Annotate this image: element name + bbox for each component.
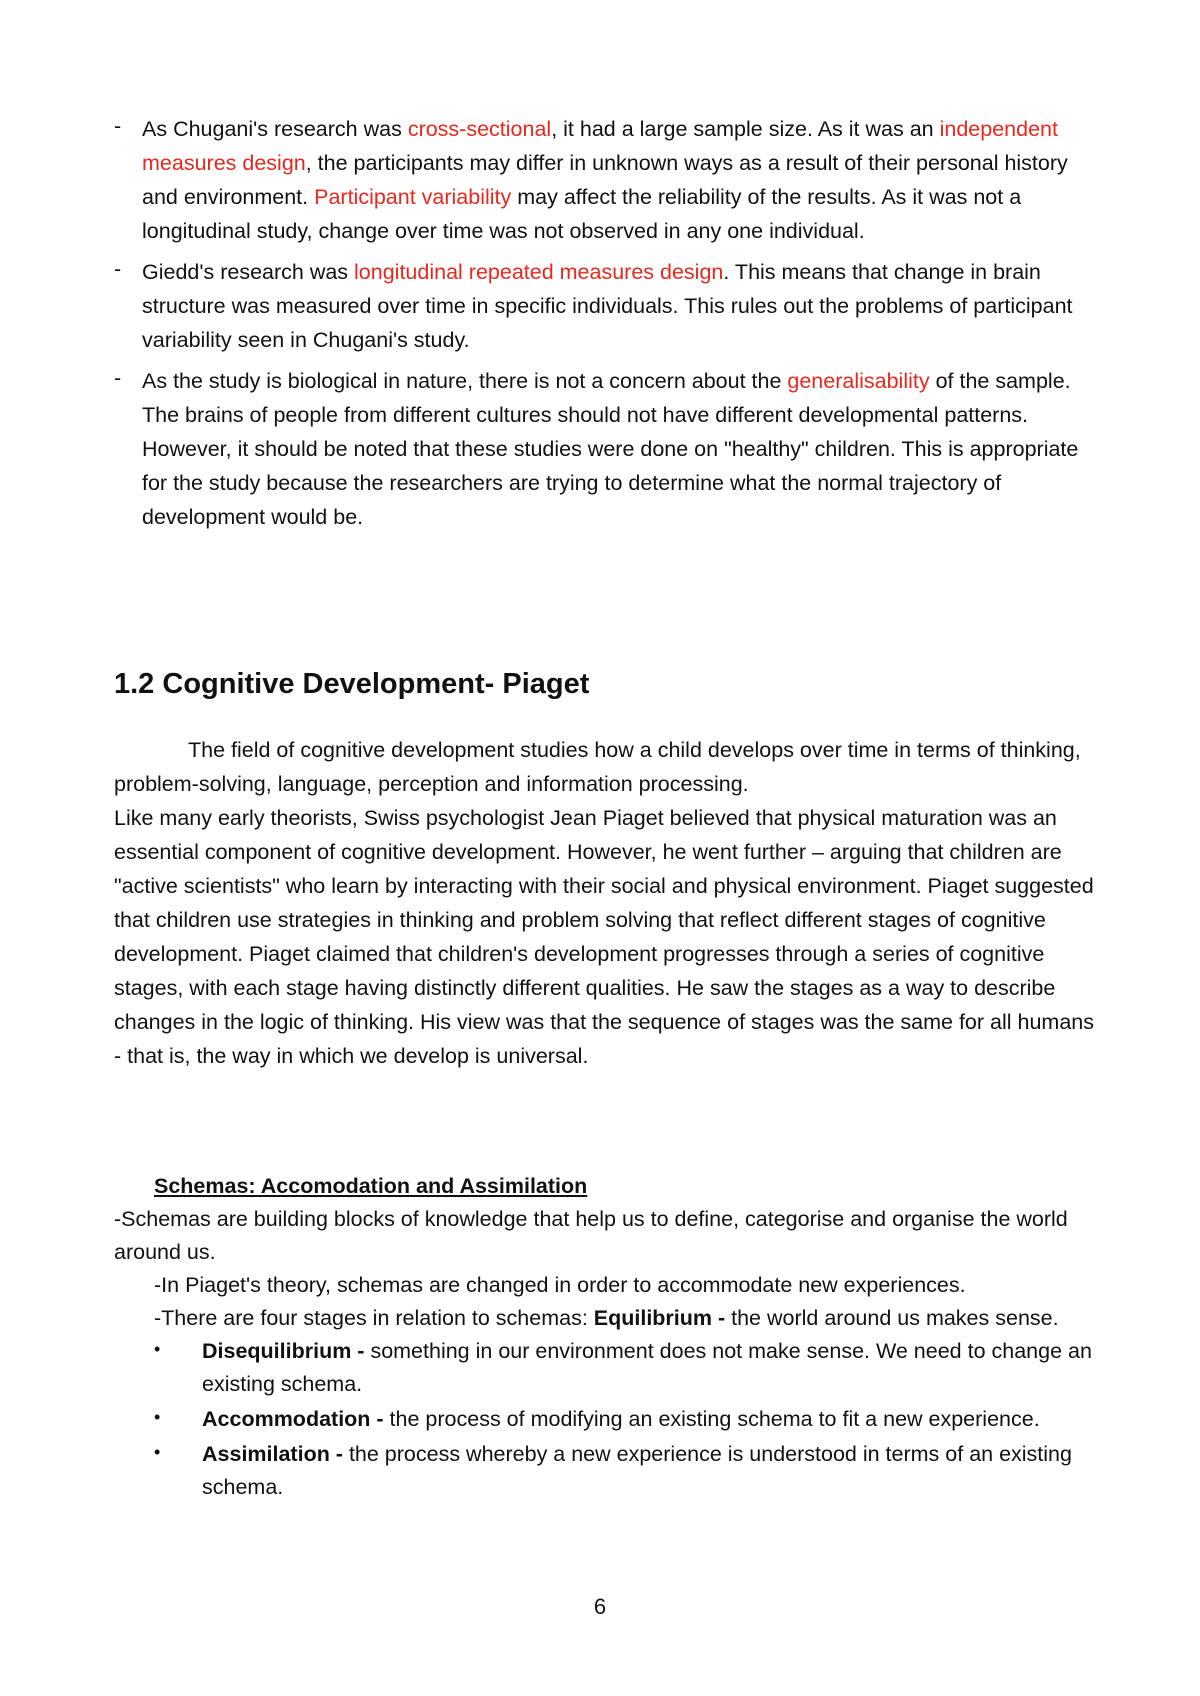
schemas-section — [114, 1170, 1104, 1506]
stages-list — [114, 1335, 1104, 1504]
schemas-heading: Schemas: Accomodation and Assimilation — [154, 1174, 588, 1198]
text-run: -There are four stages in relation to schemas: — [154, 1306, 594, 1330]
stage-term: Assimilation - — [202, 1442, 343, 1466]
evaluation-bullet-generalisability — [114, 364, 1094, 534]
dash-marker: - — [114, 366, 122, 390]
dash-marker: - — [114, 257, 122, 281]
stage-description: the process of modifying an existing schema to fit a new experience. — [383, 1407, 1040, 1431]
stage-description: the process whereby a new experience is understood in terms of an existing schema. — [202, 1442, 1072, 1499]
intro-paragraph-2: Like many early theorists, Swiss psychologist Jean Piaget believed that physical maturation was an essential component of cognitive development. However, he went further – arguing that children are "active scientists" who learn by interacting with their social and physical environment. Piaget suggested that children use strategies in thinking and problem solving that reflect different stages of cognitive development. Piaget claimed that children's development progresses through a series of cognitive stages, with each stage having distinctly different qualities. He saw the stages as a way to describe changes in the logic of thinking. His view was that the sequence of stages was the same for all humans - that is, the way in which we develop is universal. — [114, 806, 1094, 1068]
section-heading: 1.2 Cognitive Development- Piaget — [114, 668, 590, 700]
stage-term: Disequilibrium - — [202, 1339, 365, 1363]
text-run: Giedd's research was — [142, 260, 355, 284]
bullet-dot-icon: • — [154, 1339, 161, 1359]
evaluation-bullet-chugani — [114, 112, 1094, 248]
text-run: , the participants may differ in unknown ways as a result of their personal history and environment. — [142, 151, 1068, 209]
stage-item-accommodation — [154, 1403, 1104, 1436]
key-term: generalisability — [787, 369, 930, 393]
bullet-dot-icon: • — [154, 1442, 161, 1462]
dash-marker: - — [114, 114, 122, 138]
key-term: longitudinal repeated measures design — [354, 260, 724, 284]
evaluation-bullet-giedd — [114, 255, 1094, 357]
stage-description: something in our environment does not make sense. We need to change an existing schema. — [202, 1339, 1092, 1396]
bullet-dot-icon: • — [154, 1407, 161, 1427]
schemas-stages-line — [114, 1302, 1104, 1335]
text-run: As the study is biological in nature, there is not a concern about the — [142, 369, 788, 393]
schemas-piaget-line: -In Piaget's theory, schemas are changed in order to accommodate new experiences. — [154, 1273, 966, 1297]
stage-item-disequilibrium — [154, 1335, 1104, 1401]
stage-term: Accommodation - — [202, 1407, 384, 1431]
schemas-definition: -Schemas are building blocks of knowledge that help us to define, categorise and organise the world around us. — [114, 1207, 1068, 1264]
key-term: Participant variability — [314, 185, 512, 209]
text-run: . This means that change in brain structure was measured over time in specific individuals. This rules out the problems of participant variability seen in Chugani's study. — [142, 260, 1073, 352]
section-intro — [114, 733, 1104, 1073]
text-run: of the sample. The brains of people from different cultures should not have different developmental patterns. However, it should be noted that these studies were done on "healthy" children. This is appropriate for the study because the researchers are trying to determine what the normal trajectory of development would be. — [142, 369, 1079, 529]
text-run: may affect the reliability of the results. As it was not a longitudinal study, change over time was not observed in any one individual. — [142, 185, 1022, 243]
text-run: the world around us makes sense. — [725, 1306, 1059, 1330]
text-run: As Chugani's research was — [142, 117, 408, 141]
key-term: independent measures design — [142, 117, 1058, 175]
page-number: 6 — [593, 1594, 607, 1619]
stage-item-assimilation — [154, 1438, 1104, 1504]
key-term: cross-sectional — [407, 117, 552, 141]
intro-paragraph-1: The field of cognitive development studies how a child develops over time in terms of thinking, problem-solving, language, perception and information processing. — [114, 738, 1081, 796]
evaluation-bullet-list — [114, 112, 1094, 541]
text-run: , it had a large sample size. As it was an — [551, 117, 940, 141]
stage-term-equilibrium: Equilibrium - — [593, 1306, 726, 1330]
